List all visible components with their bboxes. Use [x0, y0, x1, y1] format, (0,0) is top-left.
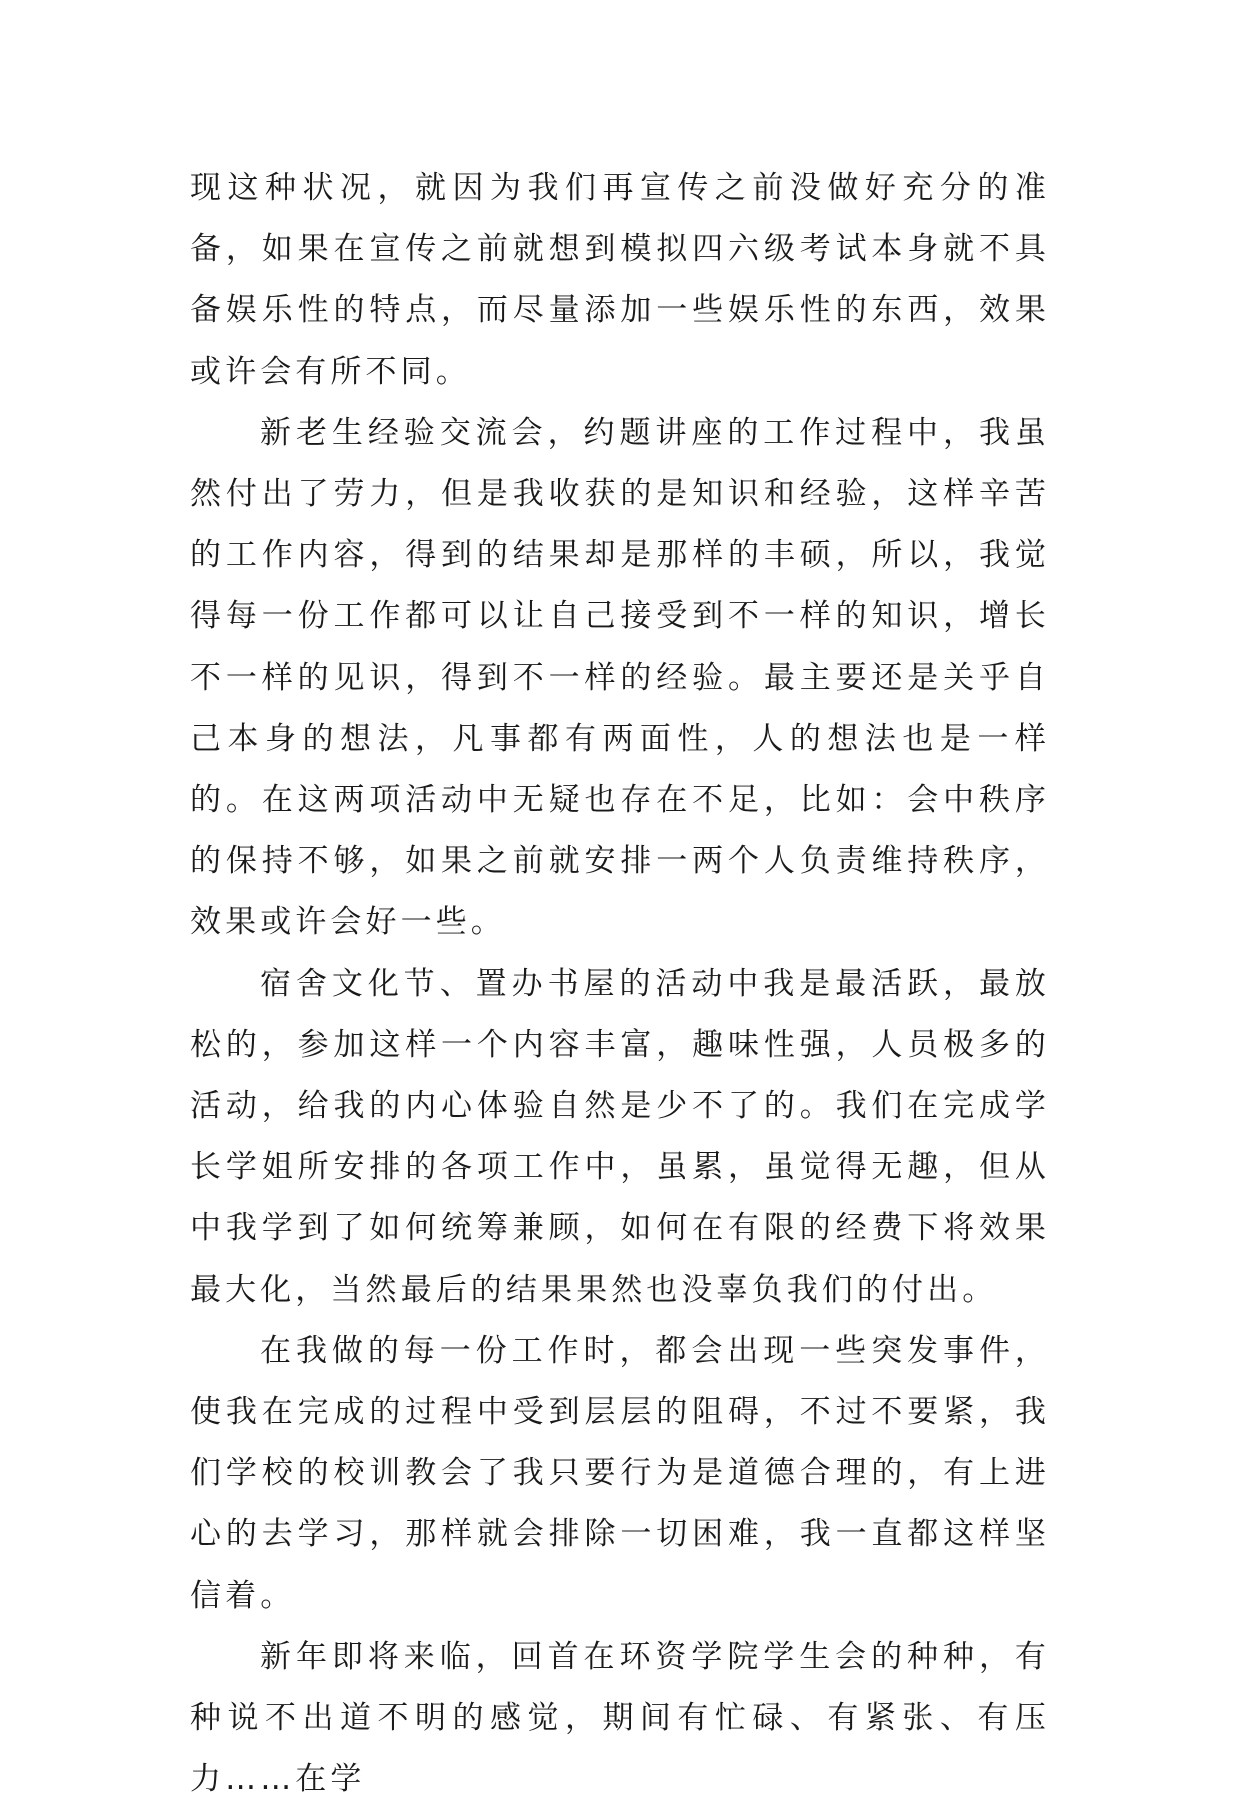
paragraph-dorm-culture-festival: 宿舍文化节、置办书屋的活动中我是最活跃，最放松的，参加这样一个内容丰富，趣味性强，人员极多的活动，给我的内心体验自然是少不了的。我们在完成学长学姐所安排的各项工作中，虽累，虽觉得无趣，但从中我学到了如何统筹兼顾，如何在有限的经费下将效果最大化，当然最后的结果果然也没辜负我们的付出。 — [190, 965, 1050, 1308]
document-body — [190, 158, 1050, 1810]
paragraph-unexpected-events: 在我做的每一份工作时，都会出现一些突发事件，使我在完成的过程中受到层层的阻碍，不过不要紧，我们学校的校训教会了我只要行为是道德合理的，有上进心的去学习，那样就会排除一切困难，我一直都这样坚信着。 — [190, 1332, 1050, 1614]
paragraph-continuation: 现这种状况，就因为我们再宣传之前没做好充分的准备，如果在宣传之前就想到模拟四六级考试本身就不具备娱乐性的特点，而尽量添加一些娱乐性的东西，效果或许会有所不同。 — [190, 170, 1050, 390]
paragraph-exchange-meeting: 新老生经验交流会，约题讲座的工作过程中，我虽然付出了劳力，但是我收获的是知识和经验，这样辛苦的工作内容，得到的结果却是那样的丰硕，所以，我觉得每一份工作都可以让自己接受到不一样的知识，增长不一样的见识，得到不一样的经验。最主要还是关乎自己本身的想法，凡事都有两面性，人的想法也是一样的。在这两项活动中无疑也存在不足，比如：会中秩序的保持不够，如果之前就安排一两个人负责维持秩序，效果或许会好一些。 — [190, 414, 1050, 941]
paragraph-new-year: 新年即将来临，回首在环资学院学生会的种种，有种说不出道不明的感觉，期间有忙碌、有紧张、有压力……在学 — [190, 1638, 1050, 1798]
